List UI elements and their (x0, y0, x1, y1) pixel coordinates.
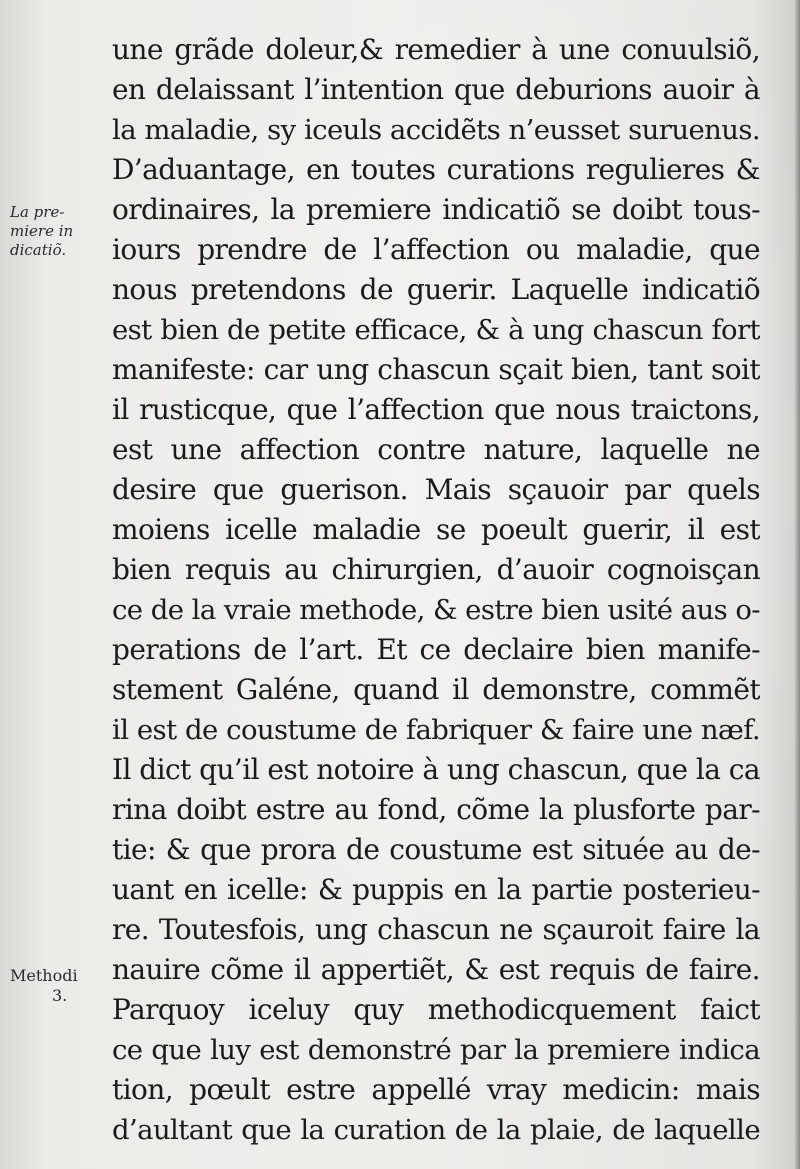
text-line: il est de coustume de fabriquer & faire une næf. (112, 714, 760, 746)
text-line: tion, pœult estre appellé vray medicin: mais (112, 1073, 760, 1106)
text-line: tie: & que prora de coustume est située au de- (112, 833, 760, 866)
text-line: en delaissant l’intention que deburions auoir à (112, 73, 760, 106)
text-line: d’aultant que la curation de la plaie, de laquelle (112, 1114, 760, 1146)
body-text (112, 30, 760, 1150)
text-line: Il dict qu’il est notoire à ung chascun, que la ca (112, 753, 760, 786)
text-line: re. Toutesfois, ung chascun ne sçauroit faire la (112, 913, 760, 946)
margin-note-methodi (10, 966, 106, 1006)
text-line: ordinaires, la premiere indicatiõ se doibt tous- (112, 193, 760, 226)
margin-note-line: miere in (10, 222, 74, 240)
text-line: une grãde doleur,& remedier à une conuulsiõ, (112, 33, 760, 66)
text-line: desire que guerison. Mais sçauoir par quels (112, 473, 760, 506)
text-line: nauire cõme il appertiẽt, & est requis de faire. (112, 953, 760, 986)
text-line: manifeste: car ung chascun sçait bien, tant soit (112, 353, 760, 386)
margin-note-line: Methodi (10, 966, 78, 985)
text-line: ce de la vraie methode, & estre bien usité aus o- (112, 594, 760, 626)
text-line: uant en icelle: & puppis en la partie posterieu- (112, 873, 760, 906)
margin-note-line: 3. (52, 986, 68, 1005)
text-line: rina doibt estre au fond, cõme la plusforte par- (112, 793, 760, 826)
text-line: moiens icelle maladie se poeult guerir, il est (112, 513, 760, 546)
text-line: la maladie, sy iceuls accidẽts n’eusset suruenus. (112, 114, 760, 146)
margin-note-line: La pre- (10, 203, 65, 221)
margin-note-premiere-indication (10, 203, 106, 260)
text-line: il rusticque, que l’affection que nous traictons, (112, 393, 760, 426)
text-line: iours prendre de l’affection ou maladie, que (112, 233, 760, 266)
margin-note-line: dicatiõ. (10, 241, 67, 259)
text-line: est une affection contre nature, laquelle ne (112, 433, 760, 466)
text-line: D’aduantage, en toutes curations regulieres & (112, 153, 760, 186)
text-line: stement Galéne, quand il demonstre, commẽt (112, 673, 760, 706)
text-line: bien requis au chirurgien, d’auoir cognoisçan (112, 553, 760, 586)
text-line: Parquoy iceluy quy methodicquement faict (112, 993, 760, 1026)
text-line: nous pretendons de guerir. Laquelle indicatiõ (112, 273, 760, 306)
text-line: ce que luy est demonstré par la premiere indica (112, 1034, 760, 1066)
text-line: est bien de petite efficace, & à ung chascun fort (112, 314, 760, 346)
page-edge-shadow (794, 0, 800, 1169)
text-line: perations de l’art. Et ce declaire bien manife- (112, 633, 760, 666)
